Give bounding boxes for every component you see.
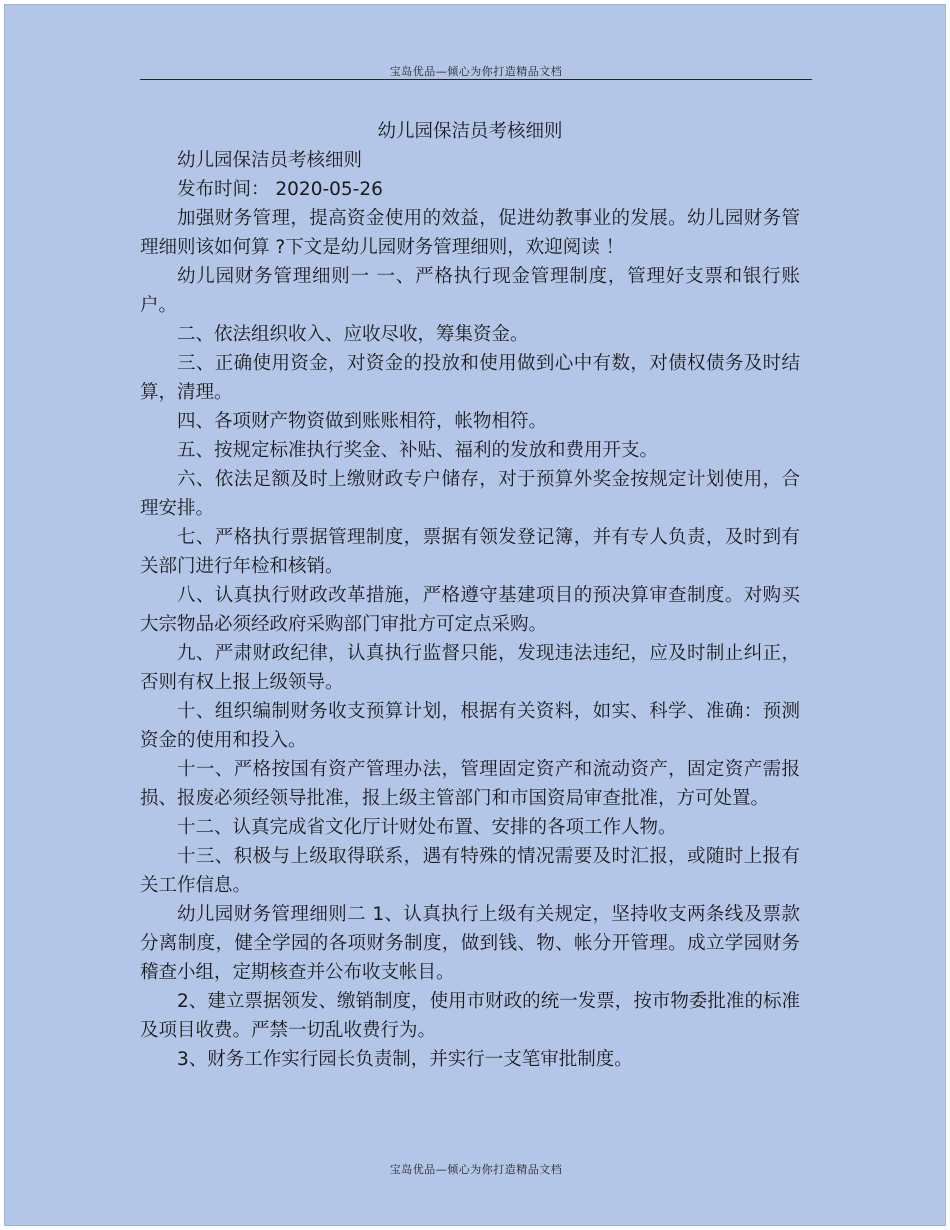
paragraph-rule-3: 三、正确使用资金，对资金的投放和使用做到心中有数，对债权债务及时结算，清理。 <box>140 353 800 403</box>
document-page <box>4 4 946 1226</box>
paragraph-rule-1: 幼儿园财务管理细则一 一、严格执行现金管理制度，管理好支票和银行账户。 <box>140 266 800 316</box>
paragraph-rule-6: 六、依法足额及时上缴财政专户储存，对于预算外奖金按规定计划使用，合理安排。 <box>140 469 800 519</box>
header-divider <box>140 79 812 80</box>
document-title: 幼儿园保洁员考核细则 <box>377 121 563 142</box>
paragraph-rule-9: 九、严肃财政纪律，认真执行监督只能，发现违法违纪，应及时制止纠正，否则有权上报上级领导。 <box>140 643 800 693</box>
paragraph-section-2-rule-2: 2、建立票据领发、缴销制度，使用市财政的统一发票，按市物委批准的标准及项目收费。严禁一切乱收费行为。 <box>140 991 800 1041</box>
paragraph-rule-8: 八、认真执行财政改革措施，严格遵守基建项目的预决算审查制度。对购买大宗物品必须经政府采购部门审批方可定点采购。 <box>140 585 800 635</box>
paragraph-rule-2: 二、依法组织收入、应收尽收，筹集资金。 <box>177 324 529 345</box>
paragraph-intro: 加强财务管理，提高资金使用的效益，促进幼教事业的发展。幼儿园财务管理细则该如何算 ?下文是幼儿园财务管理细则，欢迎阅读 ！ <box>140 208 800 258</box>
paragraph-rule-5: 五、按规定标准执行奖金、补贴、福利的发放和费用开支。 <box>177 440 659 461</box>
paragraph-rule-12: 十二、认真完成省文化厅计财处布置、安排的各项工作人物。 <box>177 817 677 838</box>
paragraph-section-2-rule-3: 3、财务工作实行园长负责制，并实行一支笔审批制度。 <box>177 1049 633 1070</box>
paragraph-rule-4: 四、各项财产物资做到账账相符，帐物相符。 <box>177 411 548 432</box>
paragraph-rule-10: 十、组织编制财务收支预算计划，根据有关资料，如实、科学、准确：预测资金的使用和投入。 <box>140 701 800 751</box>
paragraph-rule-13: 十三、积极与上级取得联系，遇有特殊的情况需要及时汇报，或随时上报有关工作信息。 <box>140 846 800 896</box>
paragraph-subtitle: 幼儿园保洁员考核细则 <box>177 150 363 171</box>
document-body <box>140 117 800 1074</box>
page-header: 宝岛优品—倾心为你打造精品文档 <box>389 65 563 78</box>
page-footer: 宝岛优品—倾心为你打造精品文档 <box>389 1163 563 1176</box>
paragraph-section-2-rule-1: 幼儿园财务管理细则二 1、认真执行上级有关规定，坚持收支两条线及票款分离制度，健全学园的各项财务制度，做到钱、物、帐分开管理。成立学园财务稽查小组，定期核查并公布收支帐目。 <box>140 904 800 983</box>
paragraph-rule-11: 十一、严格按国有资产管理办法，管理固定资产和流动资产，固定资产需报损、报废必须经领导批准，报上级主管部门和市国资局审查批准，方可处置。 <box>140 759 800 809</box>
paragraph-rule-7: 七、严格执行票据管理制度，票据有领发登记簿，并有专人负责，及时到有关部门进行年检和核销。 <box>140 527 800 577</box>
paragraph-publish-date: 发布时间： 2020-05-26 <box>177 179 383 200</box>
